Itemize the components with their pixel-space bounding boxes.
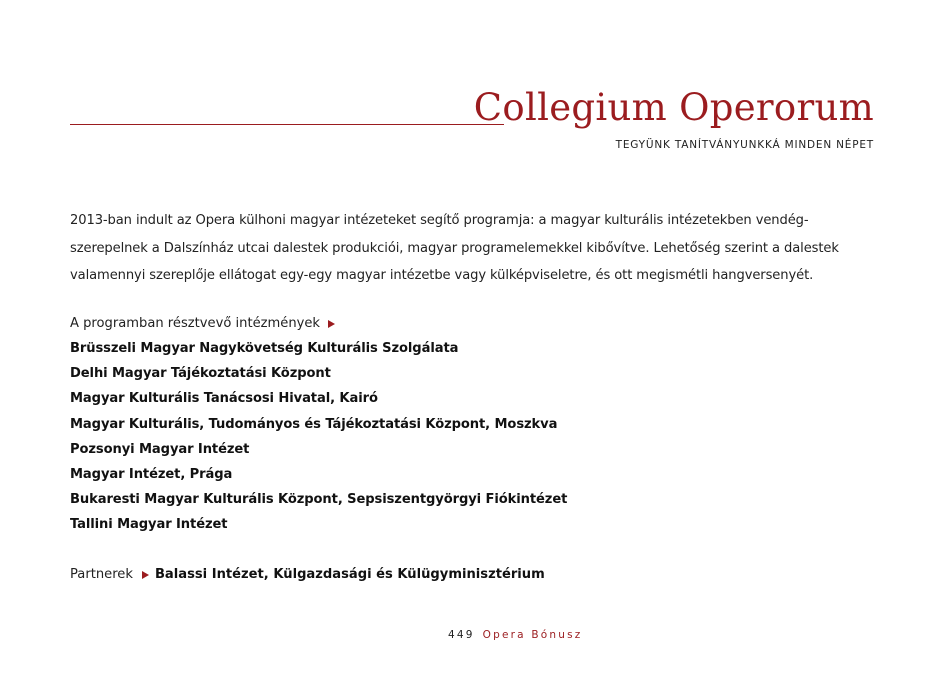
institution-item: Delhi Magyar Tájékoztatási Központ: [70, 366, 331, 382]
institutions-list: [70, 336, 567, 538]
partners-value: Balassi Intézet, Külgazdasági és Külügyminisztérium: [154, 567, 545, 582]
page-subtitle: TEGYÜNK TANÍTVÁNYUNKKÁ MINDEN NÉPET: [615, 139, 874, 151]
page-footer: [448, 629, 582, 641]
partners-line: [70, 562, 545, 587]
triangle-right-icon: [142, 571, 149, 579]
institution-item: Magyar Intézet, Prága: [70, 467, 233, 483]
page-title: Collegium Operorum: [473, 86, 874, 129]
title-rule: [70, 124, 504, 125]
institution-item: Tallini Magyar Intézet: [70, 517, 228, 533]
institution-item: Brüsszeli Magyar Nagykövetség Kulturális Szolgálata: [70, 341, 459, 356]
triangle-right-icon: [328, 320, 335, 328]
intro-line: valamennyi szereplője ellátogat egy-egy magyar intézetbe vagy külképviseletre, és ott megismétli hangversenyét.: [70, 268, 814, 283]
institution-item: Magyar Kulturális Tanácsosi Hivatal, Kairó: [70, 391, 378, 407]
intro-line: szerepelnek a Dalszínház utcai dalestek produkciói, magyar programelemekkel kibővítve. Lehetőség szerint a dalestek: [70, 240, 839, 256]
intro-paragraph: [70, 207, 870, 290]
partners-label: Partnerek: [70, 567, 133, 582]
institution-item: Pozsonyi Magyar Intézet: [70, 441, 250, 457]
institutions-heading: [70, 311, 335, 336]
running-title: Opera Bónusz: [482, 629, 583, 641]
institution-item: Magyar Kulturális, Tudományos és Tájékoztatási Központ, Moszkva: [70, 416, 558, 432]
institution-item: Bukaresti Magyar Kulturális Központ, Sepsiszentgyörgyi Fiókintézet: [70, 492, 568, 508]
institutions-label: A programban résztvevő intézmények: [70, 316, 321, 331]
intro-line: 2013-ban indult az Opera külhoni magyar intézeteket segítő programja: a magyar kulturális intézetekben vendég-: [70, 213, 809, 228]
page-number: 449: [448, 629, 475, 641]
